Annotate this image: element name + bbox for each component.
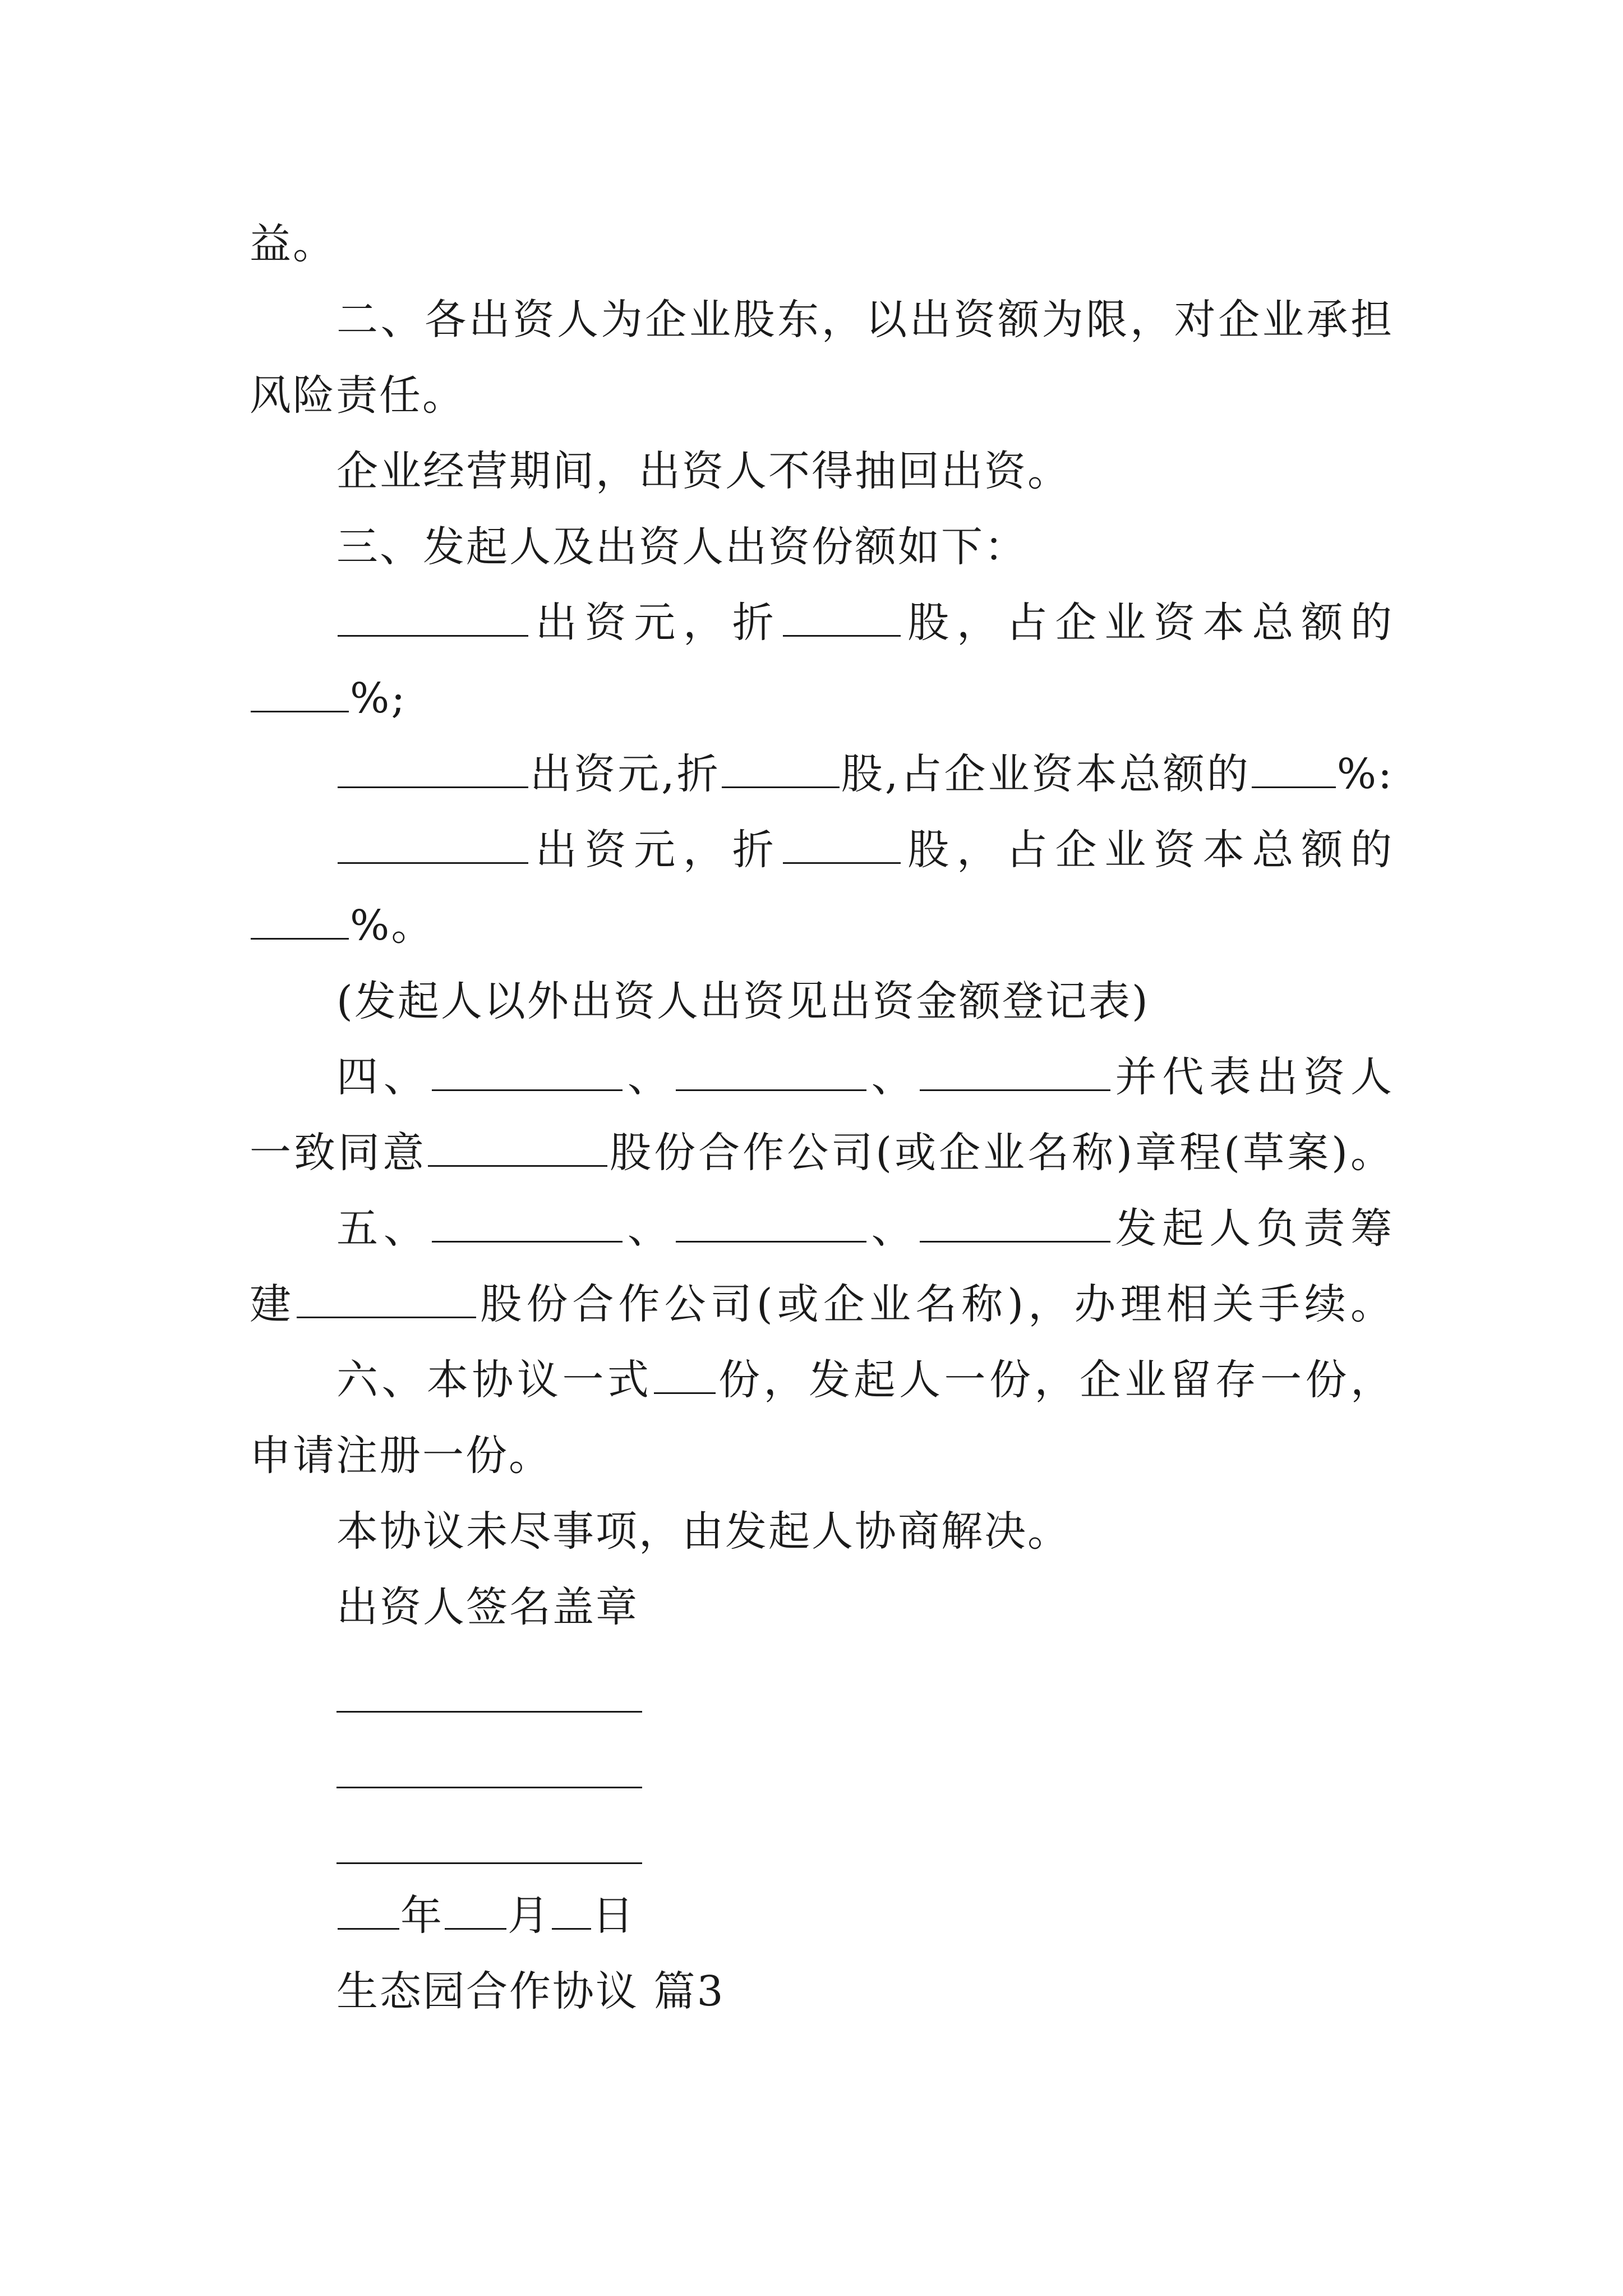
promoter-blank[interactable]	[920, 1055, 1110, 1091]
signature-line[interactable]	[336, 1787, 642, 1788]
paragraph-line: 风险责任。	[250, 371, 465, 420]
month-blank[interactable]	[445, 1893, 506, 1930]
percent-blank[interactable]	[251, 676, 349, 712]
share-line-1-percent: %;	[250, 670, 407, 726]
name-blank[interactable]	[338, 827, 528, 864]
percent-blank[interactable]	[1252, 752, 1336, 788]
day-blank[interactable]	[552, 1893, 591, 1930]
date-line: 年 月 日	[336, 1888, 635, 1944]
promoter-blank[interactable]	[676, 1055, 866, 1091]
promoter-blank[interactable]	[432, 1206, 623, 1243]
clause-six: 六、本协议一式 份，发起人一份，企业留存一份，	[336, 1356, 1394, 1404]
clause-six-cont: 申请注册一份。	[250, 1432, 552, 1480]
shares-blank[interactable]	[722, 752, 840, 788]
clause-three: 三、发起人及出资人出资份额如下：	[336, 523, 1027, 571]
share-line-1: 出资元，折 股，占企业资本总额的	[336, 595, 1394, 651]
clause-five: 五、 、 、 发起人负责筹	[336, 1204, 1394, 1253]
paragraph-line: 企业经营期间，出资人不得抽回出资。	[336, 447, 1071, 495]
share-line-3-percent: %。	[250, 898, 434, 954]
section-heading: 生态园合作协议 篇3	[336, 1967, 725, 2016]
signature-heading: 出资人签名盖章	[336, 1583, 639, 1631]
year-blank[interactable]	[338, 1893, 399, 1930]
signature-line[interactable]	[336, 1711, 642, 1713]
company-blank[interactable]	[297, 1282, 476, 1318]
name-blank[interactable]	[338, 600, 528, 637]
clause-four-cont: 一致同意 股份合作公司(或企业名称)章程(草案)。	[250, 1129, 1394, 1177]
promoter-blank[interactable]	[920, 1206, 1110, 1243]
shares-blank[interactable]	[783, 827, 901, 864]
signature-line[interactable]	[336, 1862, 642, 1864]
paragraph-line: 本协议未尽事项，由发起人协商解决。	[336, 1507, 1071, 1556]
share-line-2: 出资元,折 股,占企业资本总额的 %:	[336, 746, 1394, 802]
promoter-blank[interactable]	[676, 1206, 866, 1243]
company-blank[interactable]	[428, 1130, 607, 1167]
shares-blank[interactable]	[783, 600, 901, 637]
percent-blank[interactable]	[251, 903, 349, 940]
copies-blank[interactable]	[654, 1358, 716, 1394]
clause-two: 二、各出资人为企业股东，以出资额为限，对企业承担	[336, 296, 1394, 344]
name-blank[interactable]	[338, 752, 528, 788]
paragraph-line: 益。	[250, 220, 336, 268]
share-line-3: 出资元，折 股，占企业资本总额的	[336, 822, 1394, 878]
clause-five-cont: 建 股份合作公司(或企业名称)，办理相关手续。	[250, 1280, 1394, 1328]
clause-four: 四、 、 、 并代表出资人	[336, 1053, 1394, 1101]
promoter-blank[interactable]	[432, 1055, 623, 1091]
paragraph-line: (发起人以外出资人出资见出资金额登记表)	[336, 977, 1150, 1025]
